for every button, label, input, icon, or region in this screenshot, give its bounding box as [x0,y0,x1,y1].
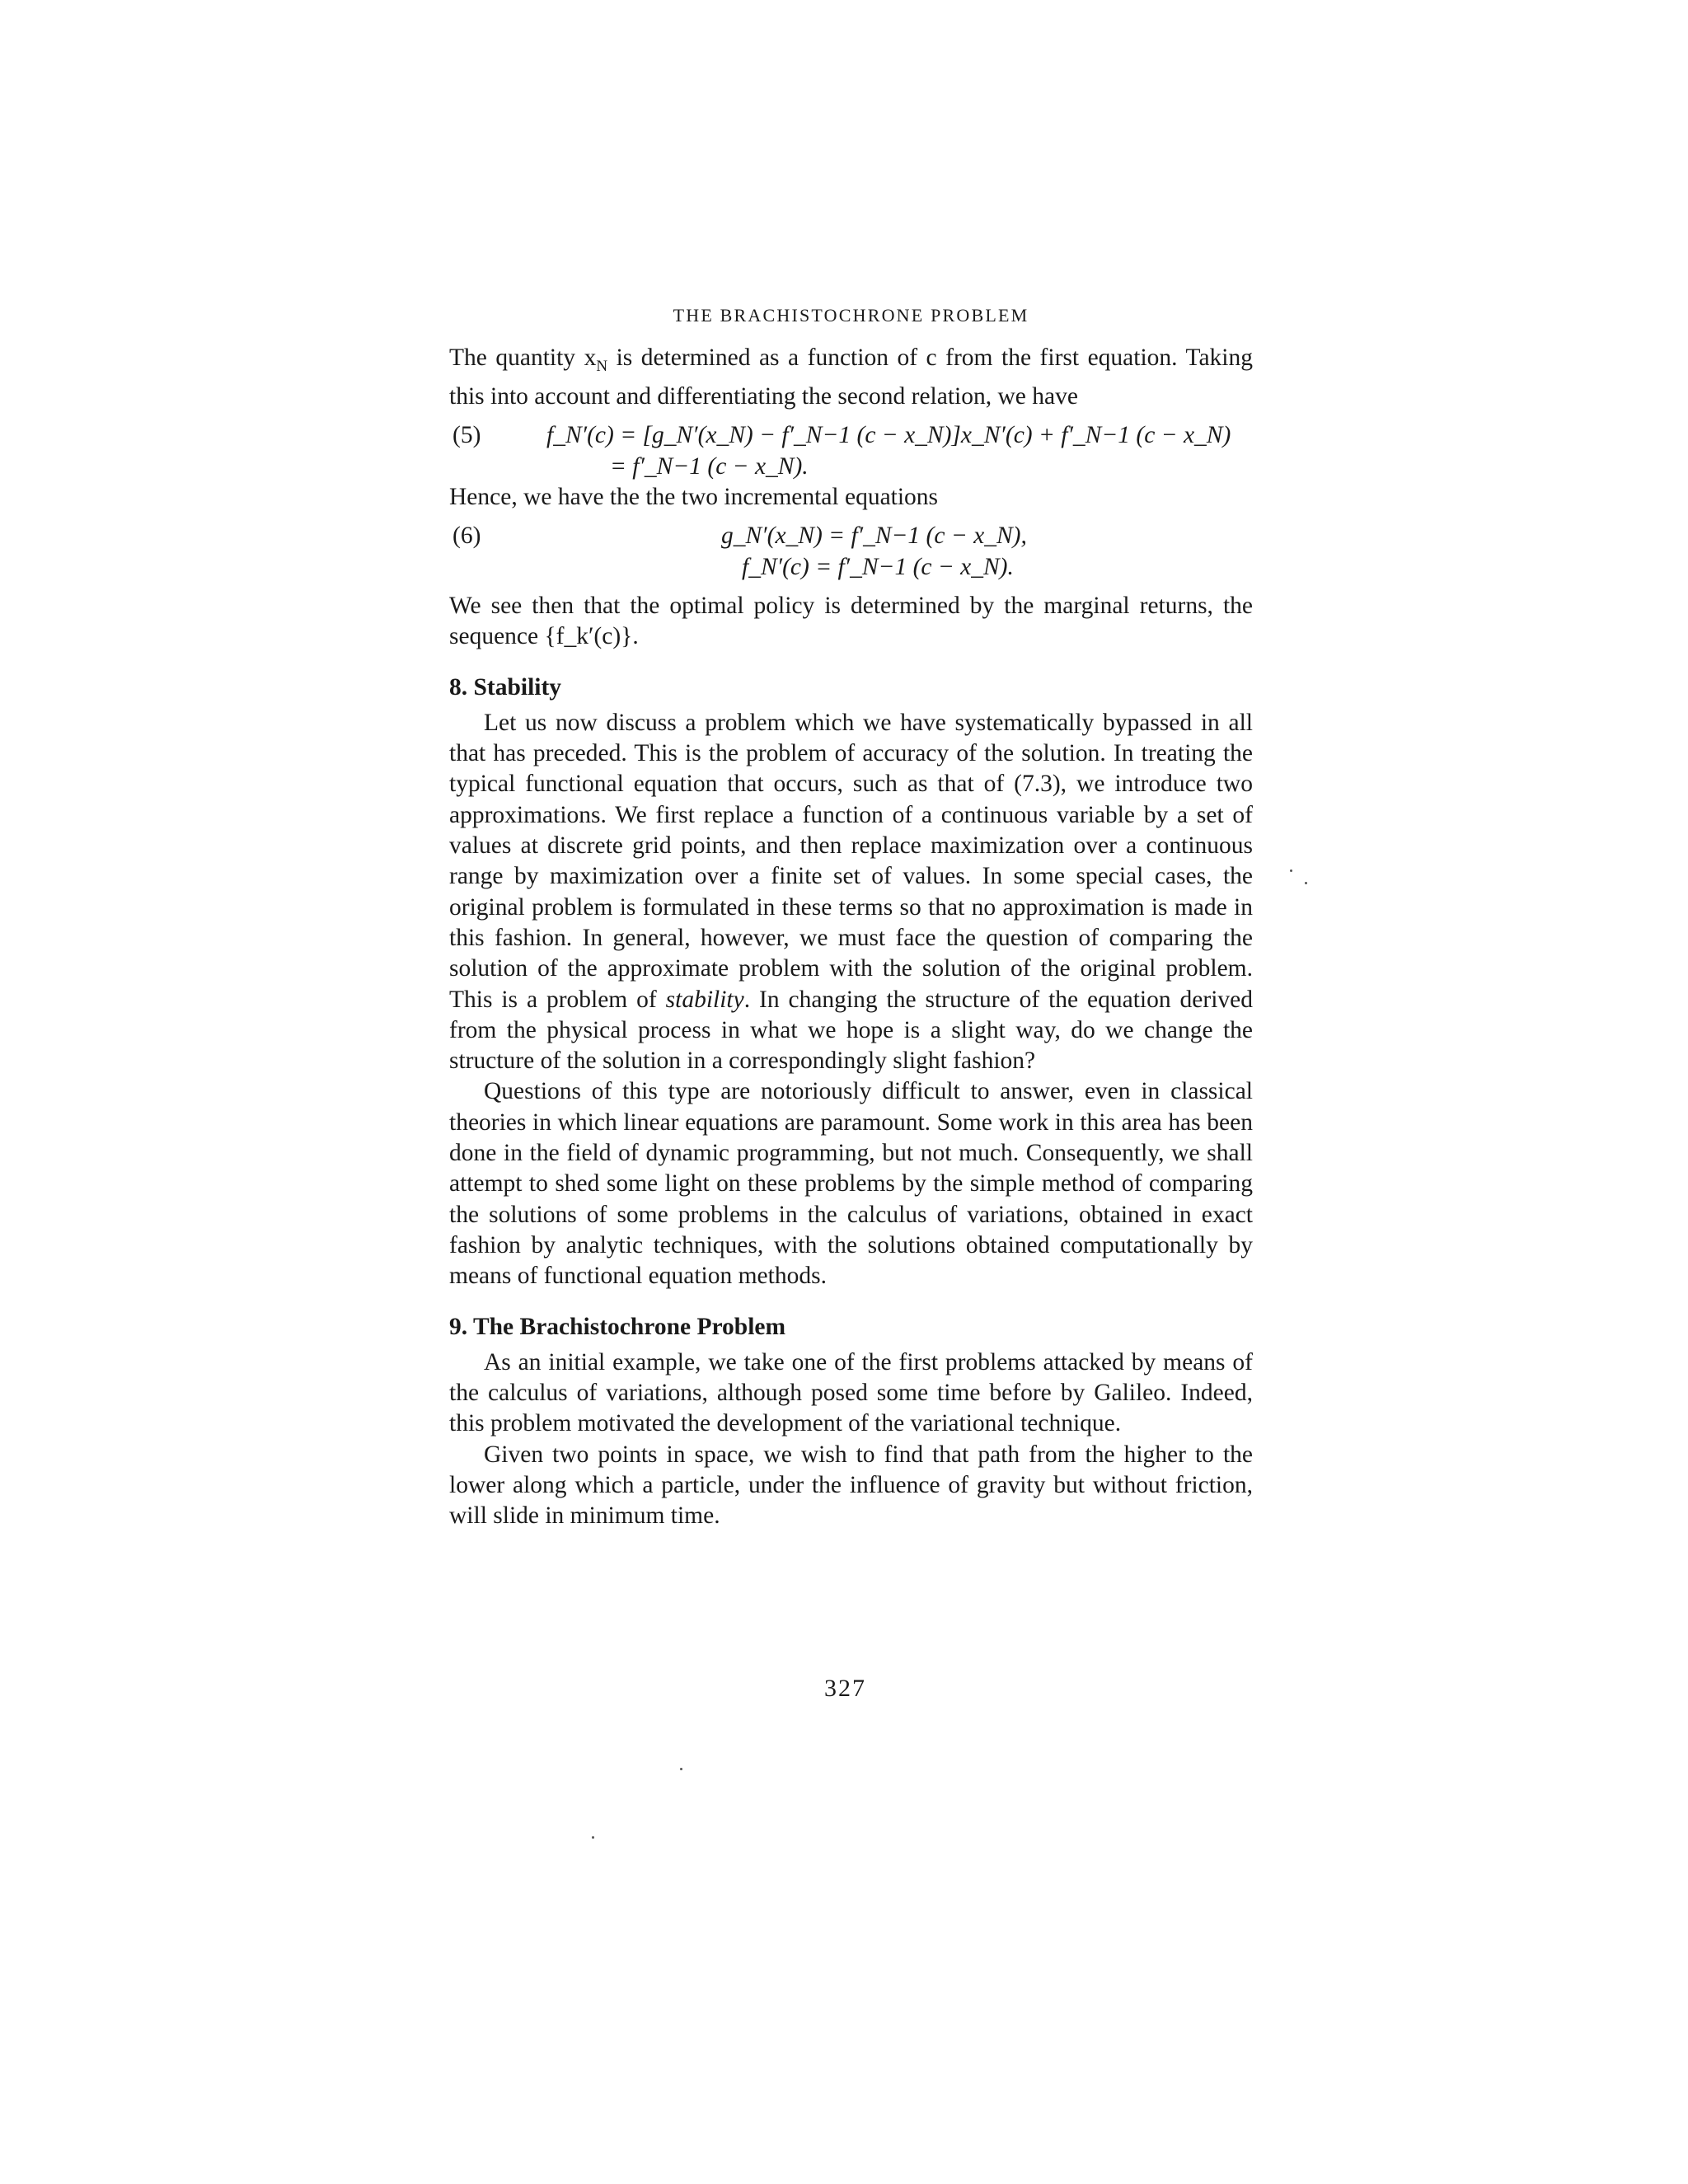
equation-6-line1: g_N′(x_N) = f′_N−1 (c − x_N), [721,523,1027,550]
hence-line: Hence, we have the the two incremental equations [449,484,939,511]
section-9-title: 9. The Brachistochrone Problem [449,1313,786,1340]
intro-paragraph [449,343,1253,412]
equation-5 [449,420,1253,482]
section-8-p1-part-b: . In changing the structure of the equation derived from the physical process in what we hope is a slight way, do we change the structure of the solution in a correspondingly slight fashion? [449,986,1253,1075]
intro-rest: is determined as a function of c from the first equation. Taking this into account and differentiating the second relation, we have [449,344,1254,410]
intro-line1: The quantity x [449,344,597,371]
section-8-p1-part-a: Let us now discuss a problem which we have systematically bypassed in all that has preceded. This is the problem of accuracy of the solution. In treating the typical functional equation that occurs, such as that of (7.3), we introduce two approximations. We first replace a function of a continuous variable by a set of values at discrete grid points, and then replace maximization over a continuous range by maximization over a finite set of values. In some special cases, the original problem is formulated in these terms so that no approximation is made in this fashion. In general, however, we must face the question of comparing the solution of the approximate problem with the solution of the original problem. This is a problem of [449,709,1253,1013]
scan-speck [1290,869,1292,872]
scan-speck [592,1836,594,1839]
page-number: 327 [824,1675,866,1702]
equation-5-line2: = f′_N−1 (c − x_N). [610,452,809,480]
policy-paragraph: We see then that the optimal policy is determined by the marginal returns, the sequence {f_k′(c)}. [449,592,1253,650]
equation-5-line1: f_N′(c) = [g_N′(x_N) − f′_N−1 (c − x_N)]x_N′(c) + f′_N−1 (c − x_N) [546,422,1231,449]
section-8-paragraph-1 [449,708,1253,1077]
stability-emphasis: stability [665,986,744,1013]
scan-speck [1305,882,1307,884]
scan-speck [680,1768,682,1770]
section-9-paragraph-2: Given two points in space, we wish to find that path from the higher to the lower along which a particle, under the influence of gravity but without friction, will slide in minimum time. [449,1441,1253,1530]
page-content [449,303,1253,1532]
section-8-title: 8. Stability [449,673,562,701]
equation-6 [449,521,1253,583]
intro-subscript: N [596,357,608,375]
equation-6-line2: f_N′(c) = f′_N−1 (c − x_N). [742,553,1014,580]
equation-number-6: (6) [452,523,481,550]
running-head: THE BRACHISTOCHRONE PROBLEM [673,305,1029,326]
section-8-paragraph-2: Questions of this type are notoriously difficult to answer, even in classical theories in which linear equations are paramount. Some work in this area has been done in the field of dynamic programming, but not much. Consequently, we shall attempt to shed some light on these problems by the simple method of comparing the solutions of some problems in the calculus of variations, obtained in exact fashion by analytic techniques, with the solutions obtained computationally by means of functional equation methods. [449,1078,1253,1290]
equation-number-5: (5) [452,422,481,449]
section-9-paragraph-1: As an initial example, we take one of the first problems attacked by means of the calculus of variations, although posed some time before by Galileo. Indeed, this problem motivated the development of the variational technique. [449,1348,1253,1437]
